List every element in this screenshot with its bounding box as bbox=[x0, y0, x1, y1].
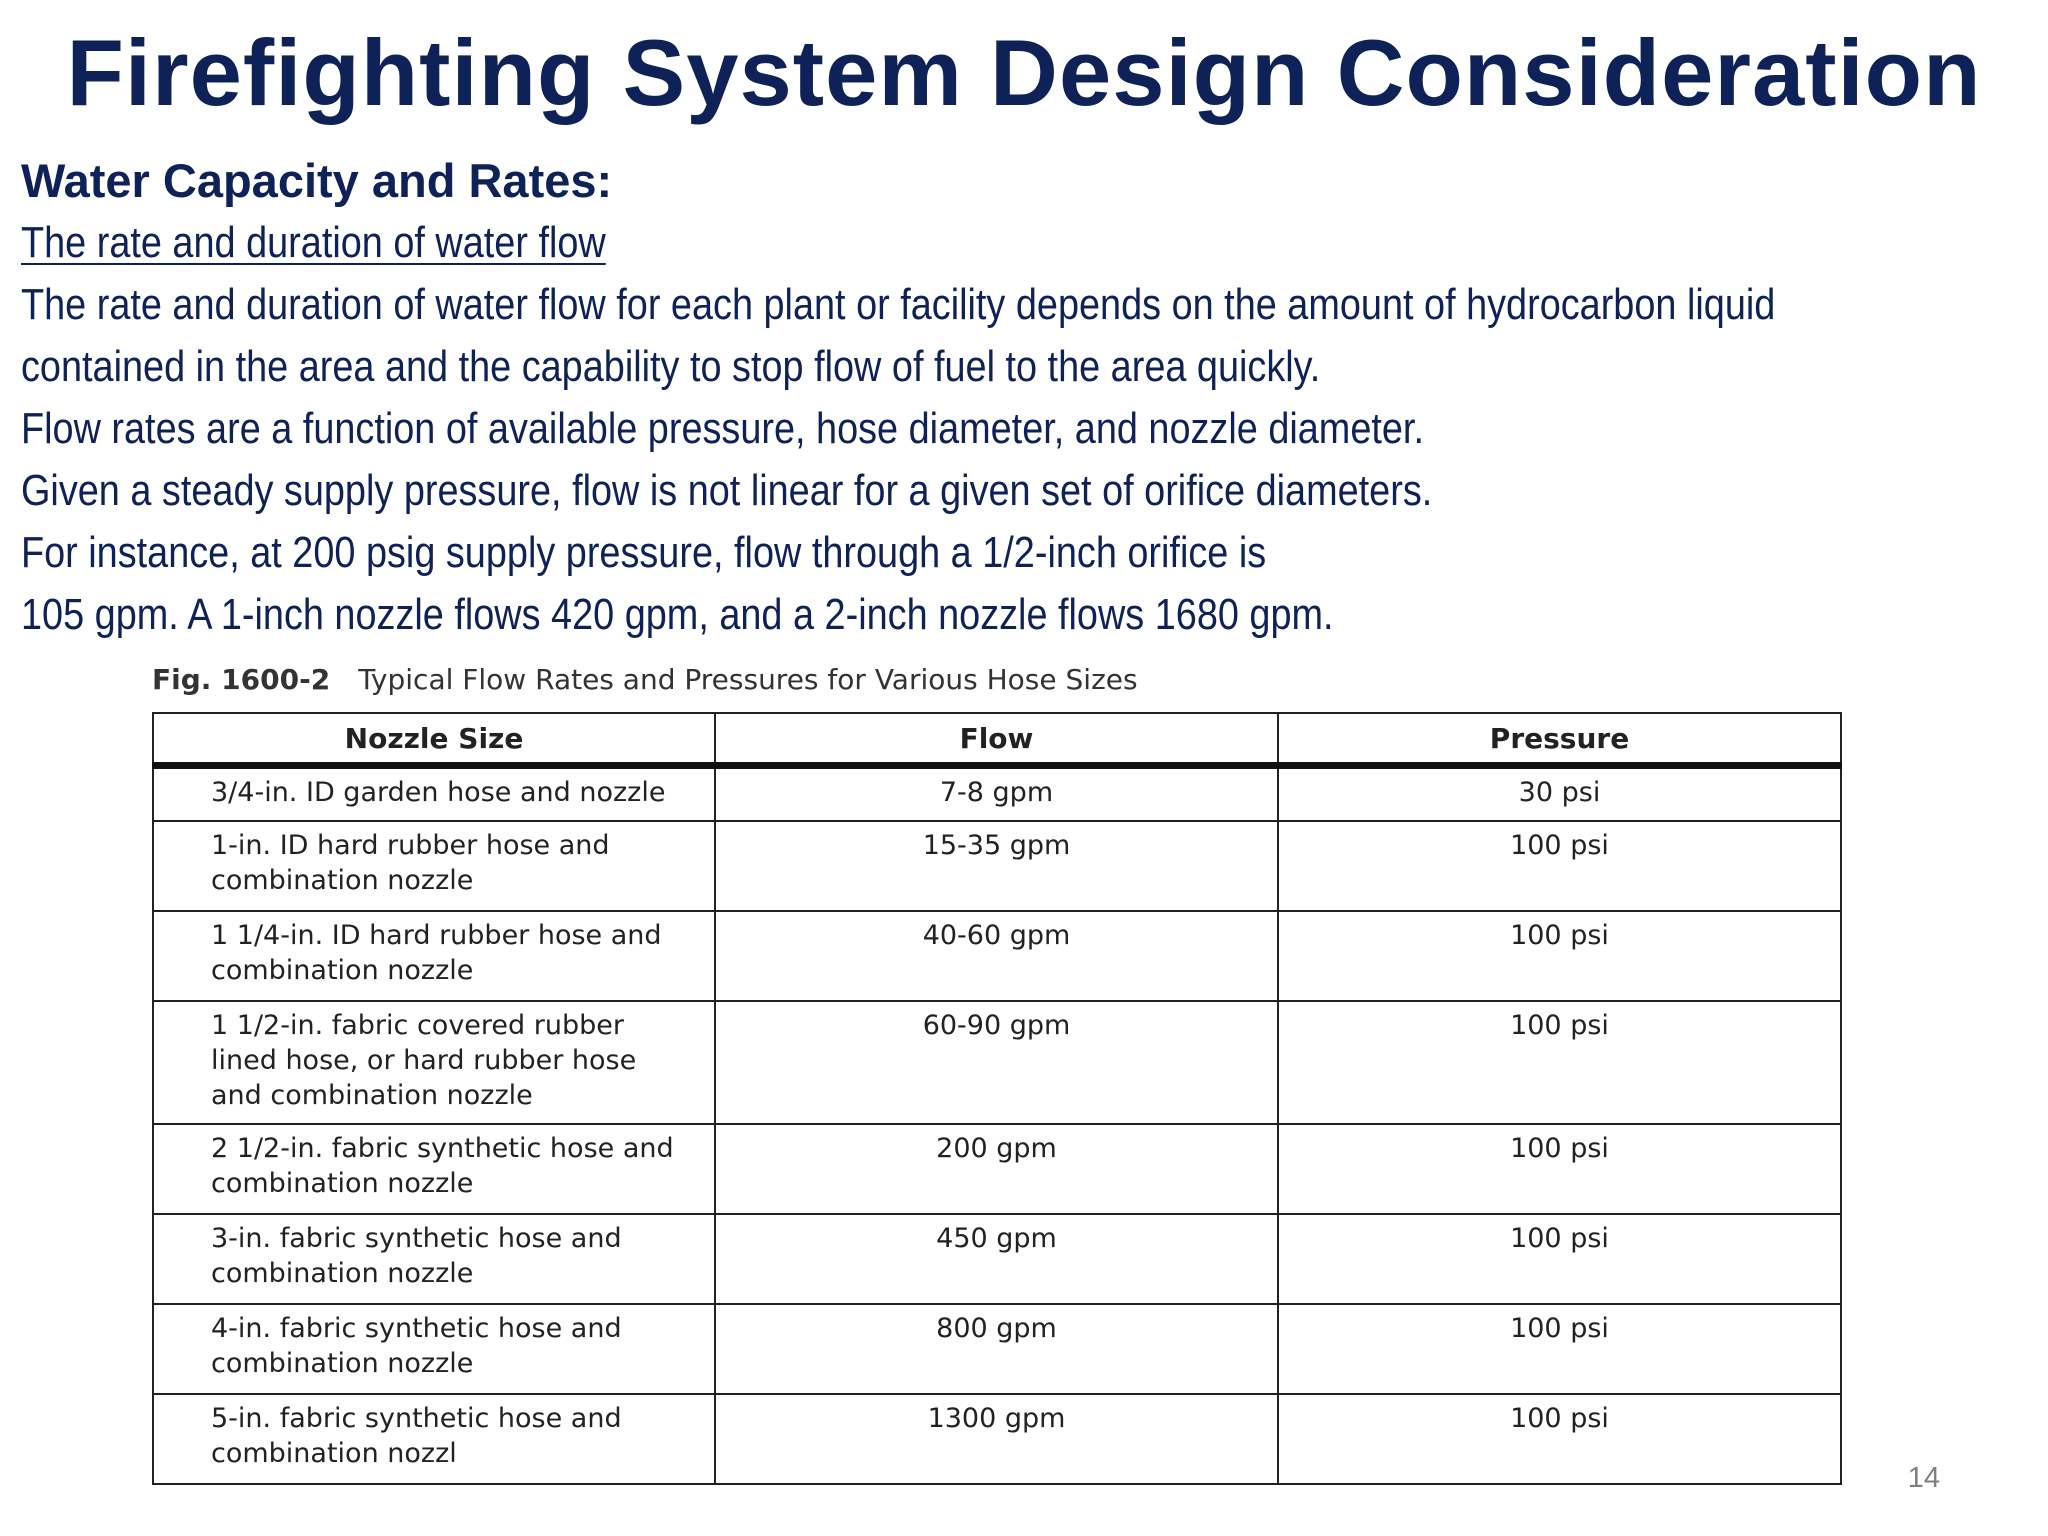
slide-title: Firefighting System Design Consideration bbox=[66, 20, 1982, 125]
nozzle-size-cell bbox=[153, 1304, 715, 1394]
page-number: 14 bbox=[1907, 1462, 1940, 1494]
table-row bbox=[153, 1214, 1841, 1304]
nozzle-size-cell bbox=[153, 766, 715, 822]
body-line-4: Given a steady supply pressure, flow is not linear for a given set of orifice diameters. bbox=[21, 466, 1433, 515]
nozzle-size-line: 2 1/2-in. fabric synthetic hose and bbox=[211, 1133, 674, 1164]
flow-cell: 800 gpm bbox=[715, 1304, 1278, 1394]
nozzle-size-line: combination nozzle bbox=[211, 1348, 474, 1379]
flow-rate-table bbox=[152, 712, 1842, 1485]
pressure-cell: 100 psi bbox=[1278, 1124, 1841, 1214]
nozzle-size-cell bbox=[153, 1124, 715, 1214]
nozzle-size-line: combination nozzle bbox=[211, 1258, 474, 1289]
header-pressure: Pressure bbox=[1278, 713, 1841, 766]
header-nozzle-size: Nozzle Size bbox=[153, 713, 715, 766]
body-line-3: Flow rates are a function of available pressure, hose diameter, and nozzle diameter. bbox=[21, 404, 1424, 453]
pressure-cell: 100 psi bbox=[1278, 911, 1841, 1001]
figure-caption-text: Typical Flow Rates and Pressures for Various Hose Sizes bbox=[358, 663, 1138, 696]
nozzle-size-cell bbox=[153, 1214, 715, 1304]
nozzle-size-line: lined hose, or hard rubber hose bbox=[211, 1045, 637, 1076]
nozzle-size-line: combination nozzle bbox=[211, 865, 474, 896]
nozzle-size-line: 3/4-in. ID garden hose and nozzle bbox=[211, 777, 666, 808]
flow-cell: 7-8 gpm bbox=[715, 766, 1278, 822]
content-body bbox=[21, 150, 2021, 646]
table-row bbox=[153, 766, 1841, 822]
flow-cell: 450 gpm bbox=[715, 1214, 1278, 1304]
body-line-2: contained in the area and the capability to stop flow of fuel to the area quickly. bbox=[21, 342, 1321, 391]
subheading: The rate and duration of water flow bbox=[21, 218, 606, 267]
table-row bbox=[153, 1001, 1841, 1124]
pressure-cell: 100 psi bbox=[1278, 1394, 1841, 1484]
table-row bbox=[153, 821, 1841, 911]
figure-caption bbox=[152, 660, 1840, 700]
nozzle-size-line: combination nozzle bbox=[211, 1168, 474, 1199]
pressure-cell: 100 psi bbox=[1278, 1304, 1841, 1394]
nozzle-size-line: combination nozzle bbox=[211, 955, 474, 986]
nozzle-size-cell bbox=[153, 911, 715, 1001]
figure-label: Fig. 1600-2 bbox=[152, 663, 331, 696]
nozzle-size-line: 1-in. ID hard rubber hose and bbox=[211, 830, 610, 861]
body-line-5: For instance, at 200 psig supply pressure, flow through a 1/2-inch orifice is bbox=[21, 528, 1267, 577]
body-line-1: The rate and duration of water flow for each plant or facility depends on the amount of hydrocarbon liquid bbox=[21, 280, 1776, 329]
nozzle-size-line: and combination nozzle bbox=[211, 1080, 533, 1111]
table-body bbox=[153, 766, 1841, 1485]
nozzle-size-line: 3-in. fabric synthetic hose and bbox=[211, 1223, 622, 1254]
nozzle-size-cell bbox=[153, 1001, 715, 1124]
pressure-cell: 100 psi bbox=[1278, 1214, 1841, 1304]
section-heading: Water Capacity and Rates: bbox=[21, 154, 613, 207]
nozzle-size-line: 1 1/4-in. ID hard rubber hose and bbox=[211, 920, 662, 951]
table-row bbox=[153, 1124, 1841, 1214]
nozzle-size-line: 5-in. fabric synthetic hose and bbox=[211, 1403, 622, 1434]
header-flow: Flow bbox=[715, 713, 1278, 766]
body-line-6: 105 gpm. A 1-inch nozzle flows 420 gpm, and a 2-inch nozzle flows 1680 gpm. bbox=[21, 590, 1334, 639]
nozzle-size-line: combination nozzl bbox=[211, 1438, 457, 1469]
table-row bbox=[153, 911, 1841, 1001]
table-header-row bbox=[153, 713, 1841, 766]
table-row bbox=[153, 1304, 1841, 1394]
flow-cell: 1300 gpm bbox=[715, 1394, 1278, 1484]
flow-rate-figure bbox=[152, 660, 1840, 1485]
flow-cell: 15-35 gpm bbox=[715, 821, 1278, 911]
nozzle-size-cell bbox=[153, 1394, 715, 1484]
nozzle-size-line: 1 1/2-in. fabric covered rubber bbox=[211, 1010, 624, 1041]
flow-cell: 200 gpm bbox=[715, 1124, 1278, 1214]
nozzle-size-line: 4-in. fabric synthetic hose and bbox=[211, 1313, 622, 1344]
flow-cell: 40-60 gpm bbox=[715, 911, 1278, 1001]
nozzle-size-cell bbox=[153, 821, 715, 911]
pressure-cell: 30 psi bbox=[1278, 766, 1841, 822]
flow-cell: 60-90 gpm bbox=[715, 1001, 1278, 1124]
pressure-cell: 100 psi bbox=[1278, 821, 1841, 911]
pressure-cell: 100 psi bbox=[1278, 1001, 1841, 1124]
table-row bbox=[153, 1394, 1841, 1484]
